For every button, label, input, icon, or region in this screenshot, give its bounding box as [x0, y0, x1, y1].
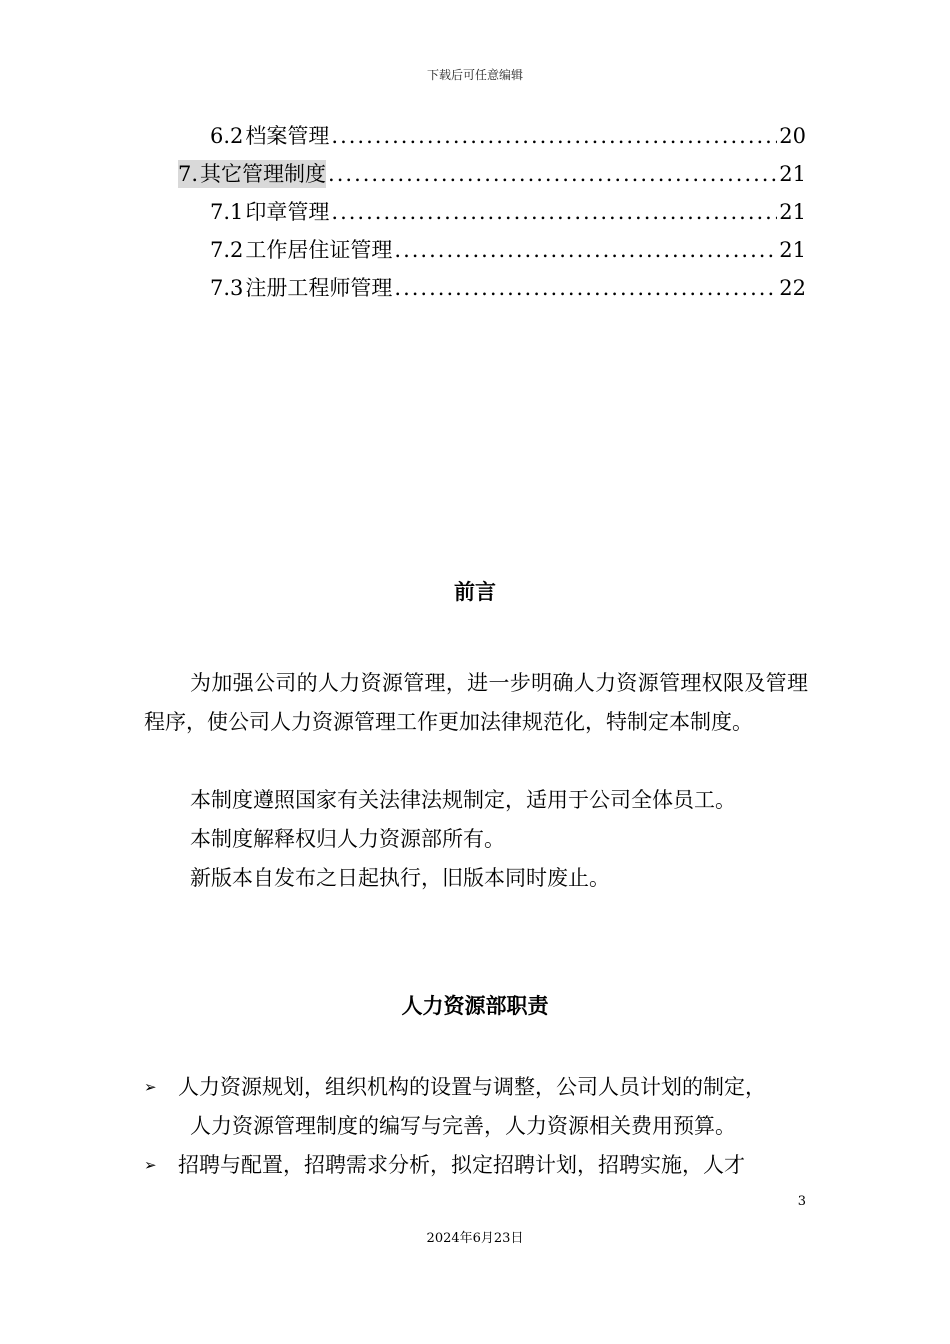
- arrow-bullet-icon: ➢: [144, 1078, 157, 1096]
- toc-leader-dots: [331, 122, 777, 150]
- preface-paragraph: 为加强公司的人力资源管理，进一步明确人力资源管理权限及管理程序，使公司人力资源管理工作更加法律规范化，特制定本制度。: [144, 671, 808, 734]
- toc-item-page: 21: [779, 200, 806, 224]
- toc-item[interactable]: [210, 228, 806, 264]
- preface-line: 本制度解释权归人力资源部所有。: [190, 827, 505, 851]
- toc-item-page: 22: [779, 276, 806, 300]
- arrow-bullet-icon: ➢: [144, 1156, 157, 1174]
- toc-item-number: 7.: [178, 162, 199, 186]
- header-note: 下载后可任意编辑: [426, 68, 523, 82]
- toc-leader-dots: [394, 236, 777, 264]
- toc-item[interactable]: [178, 152, 806, 188]
- toc-item-page: 21: [779, 162, 806, 186]
- list-item-text: 人力资源管理制度的编写与完善，人力资源相关费用预算。: [190, 1114, 736, 1138]
- toc-leader-dots: [331, 198, 777, 226]
- footer-date: 2024年6月23日: [426, 1231, 524, 1246]
- toc-item-title: 档案管理: [245, 124, 330, 148]
- toc-leader-dots: [394, 274, 777, 302]
- toc-item[interactable]: [210, 266, 806, 302]
- toc-item-title: 工作居住证管理: [245, 238, 393, 262]
- duties-heading: 人力资源部职责: [401, 994, 549, 1018]
- toc-item-title: 注册工程师管理: [245, 276, 393, 300]
- list-item-text: 招聘与配置，招聘需求分析，拟定招聘计划，招聘实施，人才: [178, 1153, 745, 1177]
- toc-item-title: 印章管理: [245, 200, 330, 224]
- preface-line: 本制度遵照国家有关法律法规制定，适用于公司全体员工。: [190, 788, 736, 812]
- toc-item[interactable]: [210, 190, 806, 226]
- toc-leader-dots: [328, 160, 777, 188]
- toc-item-title: 其它管理制度: [200, 162, 327, 186]
- page-number: 3: [797, 1194, 806, 1209]
- preface-line: 新版本自发布之日起执行，旧版本同时废止。: [190, 866, 610, 890]
- toc-item-page: 20: [779, 124, 806, 148]
- toc-item-number: 6.2: [210, 124, 244, 148]
- toc-item[interactable]: [210, 114, 806, 150]
- preface-heading: 前言: [454, 580, 496, 604]
- toc-item-number: 7.3: [210, 276, 244, 300]
- toc-item-page: 21: [779, 238, 806, 262]
- toc-item-number: 7.1: [210, 200, 244, 224]
- list-item-text: 人力资源规划，组织机构的设置与调整，公司人员计划的制定，: [178, 1075, 766, 1099]
- toc-item-number: 7.2: [210, 238, 244, 262]
